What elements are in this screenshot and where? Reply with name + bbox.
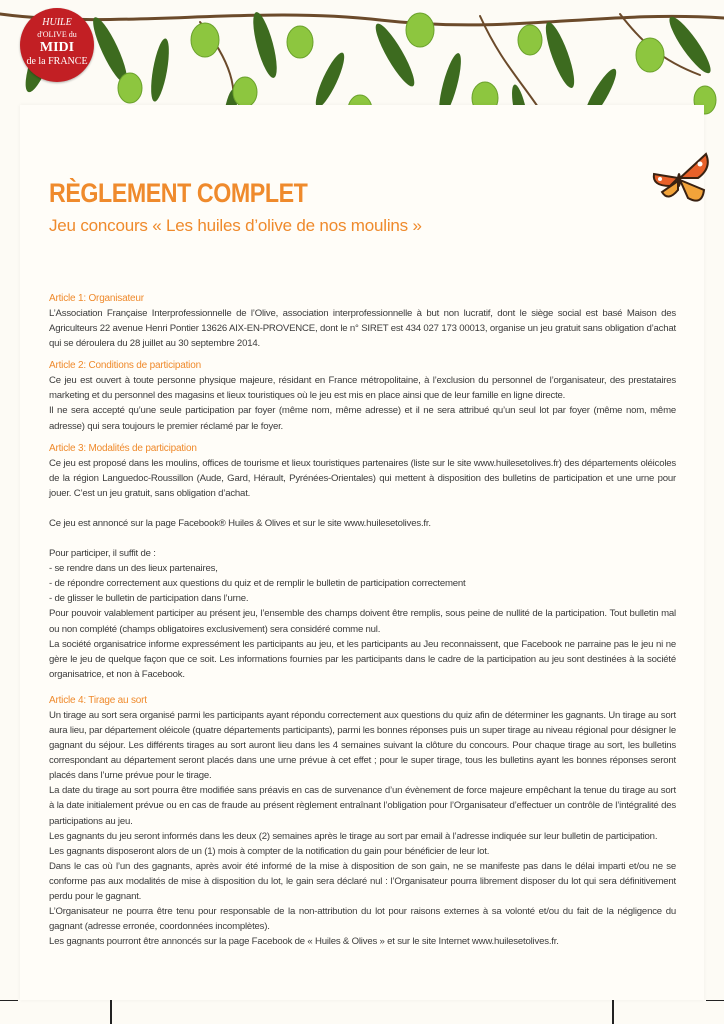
article-heading: Article 1: Organisateur <box>49 293 144 304</box>
list-item: - de glisser le bulletin de participation dans l’urne. <box>49 593 249 605</box>
crop-mark <box>110 1000 112 1024</box>
logo-line: MIDI <box>39 40 75 55</box>
article-paragraph: L’Association Française Interprofessionnelle de l’Olive, association interprofessionnelle à but non lucratif, dont le siège social est basé Maison des Agriculteurs 22 avenue Henri Pontier 13626 AIX-EN-PROVENCE, dont le n° SIRET est 434 027 173 00013, organise un jeu gratuit sans obligation d’achat qui se déroulera du 28 juillet au 30 septembre 2014. <box>49 308 676 350</box>
page-title: RÈGLEMENT COMPLET <box>49 178 308 208</box>
logo-line: d'OLIVE du <box>37 30 77 39</box>
article-paragraph: Les gagnants pourront être annoncés sur la page Facebook de « Huiles & Olives » et sur le site Internet www.huilesetolives.fr. <box>49 936 559 948</box>
article-paragraph: Les gagnants du jeu seront informés dans les deux (2) semaines après le tirage au sort par email à l’adresse indiquée sur leur bulletin de participation. <box>49 830 658 842</box>
article-paragraph: Ce jeu est annoncé sur la page Facebook® Huiles & Olives et sur le site www.huilesetolives.fr. <box>49 517 431 529</box>
crop-mark <box>706 1000 724 1001</box>
article-paragraph: La date du tirage au sort pourra être modifiée sans préavis en cas de survenance d’un évènement de force majeure empêchant la tenue du tirage au sort à la date initialement prévue ou en cas de fraude au présent règlement entraînant l’obligation pour l’Organisateur d’effectuer un contrôle de l’intégralité des participations au jeu. <box>49 785 676 827</box>
article-heading: Article 2: Conditions de participation <box>49 360 201 372</box>
article-paragraph: L’Organisateur ne pourra être tenu pour responsable de la non-attribution du lot pour raisons externes à sa volonté et/ou du fait de la négligence du gagnant (adresse erronée, coordonnées incomplètes). <box>49 906 676 933</box>
article-heading: Article 3: Modalités de participation <box>49 442 197 454</box>
list-item: - de répondre correctement aux questions du quiz et de remplir le bulletin de participation correctement <box>49 578 466 590</box>
page-subtitle: Jeu concours « Les huiles d’olive de nos moulins » <box>49 216 422 235</box>
article-paragraph: Pour participer, il suffit de : <box>49 548 156 560</box>
list-item: - se rendre dans un des lieux partenaires, <box>49 563 218 575</box>
crop-mark <box>612 1000 614 1024</box>
article-paragraph: Dans le cas où l’un des gagnants, après avoir été informé de la mise à disposition de son gain, ne se manifeste pas dans le délai imparti et/ou ne se conforme pas aux modalités de mise à disposition du lot, le gain sera déclaré nul : l’Organisateur pourra librement disposer du lot qui sera définitivement perdu pour le gagnant. <box>49 860 676 902</box>
article-paragraph: Pour pouvoir valablement participer au présent jeu, l’ensemble des champs doivent être remplis, sous peine de nullité de la participation. Tout bulletin mal ou non complété (champs obligatoires exclusivement) sera considéré comme nul. <box>49 608 676 635</box>
crop-mark <box>0 1000 18 1001</box>
article-paragraph: Un tirage au sort sera organisé parmi les participants ayant répondu correctement aux questions du quiz afin de déterminer les gagnants. Un tirage au sort aura lieu, par département oléicole (quatre départements participants), parmi les bonnes réponses puis un super tirage au niveau régional pour désigner le gagnant du séjour. Les différents tirages au sort auront lieu dans les 4 semaines suivant la clôture du concours. Pour chaque tirage au sort, les bulletins correspondant au département seront placés dans une urne prévue à cet effet ; pour le super tirage, tous les bulletins ayant les bonnes réponses seront placés dans l’urne prévue pour le tirage. <box>49 709 676 782</box>
article-paragraph: Les gagnants disposeront alors de un (1) mois à compter de la notification du gain pour bénéficier de leur lot. <box>49 845 490 857</box>
rules-content <box>49 291 676 949</box>
butterfly-icon <box>648 148 712 212</box>
article-paragraph: Il ne sera accepté qu’une seule participation par foyer (même nom, même adresse) et il ne sera attribué qu’un seul lot par foyer (même nom, même adresse) qui sera toujours le premier réclamé par le foyer. <box>49 405 676 432</box>
brand-logo <box>20 8 94 82</box>
article-heading: Article 4: Tirage au sort <box>49 694 147 706</box>
article-paragraph: La société organisatrice informe expressément les participants au jeu, et les participants au Jeu reconnaissent, que Facebook ne parraine pas le jeu ni ne gère le jeu de quelque façon que ce soit. Les informations fournies par les participants dans le cadre de la participation au jeu sont destinées à la société organisatrice, et non à Facebook. <box>49 638 676 680</box>
logo-line: de la FRANCE <box>26 56 88 67</box>
article-paragraph: Ce jeu est ouvert à toute personne physique majeure, résidant en France métropolitaine, à l’exclusion du personnel de l’organisateur, des prestataires marketing et du personnel des magasins et lieux touristiques où le jeu est mis en place ainsi que de leur famille en ligne directe. <box>49 375 676 402</box>
article-paragraph: Ce jeu est proposé dans les moulins, offices de tourisme et lieux touristiques partenaires (liste sur le site www.huilesetolives.fr) des départements oléicoles de la région Languedoc-Roussillon (Aude, Gard, Hérault, Pyrénées-Orientales) qui mettent à disposition des bulletins de participation et une urne pour jouer. C’est un jeu gratuit, sans obligation d’achat. <box>49 457 676 499</box>
logo-line: HUILE <box>42 17 72 28</box>
